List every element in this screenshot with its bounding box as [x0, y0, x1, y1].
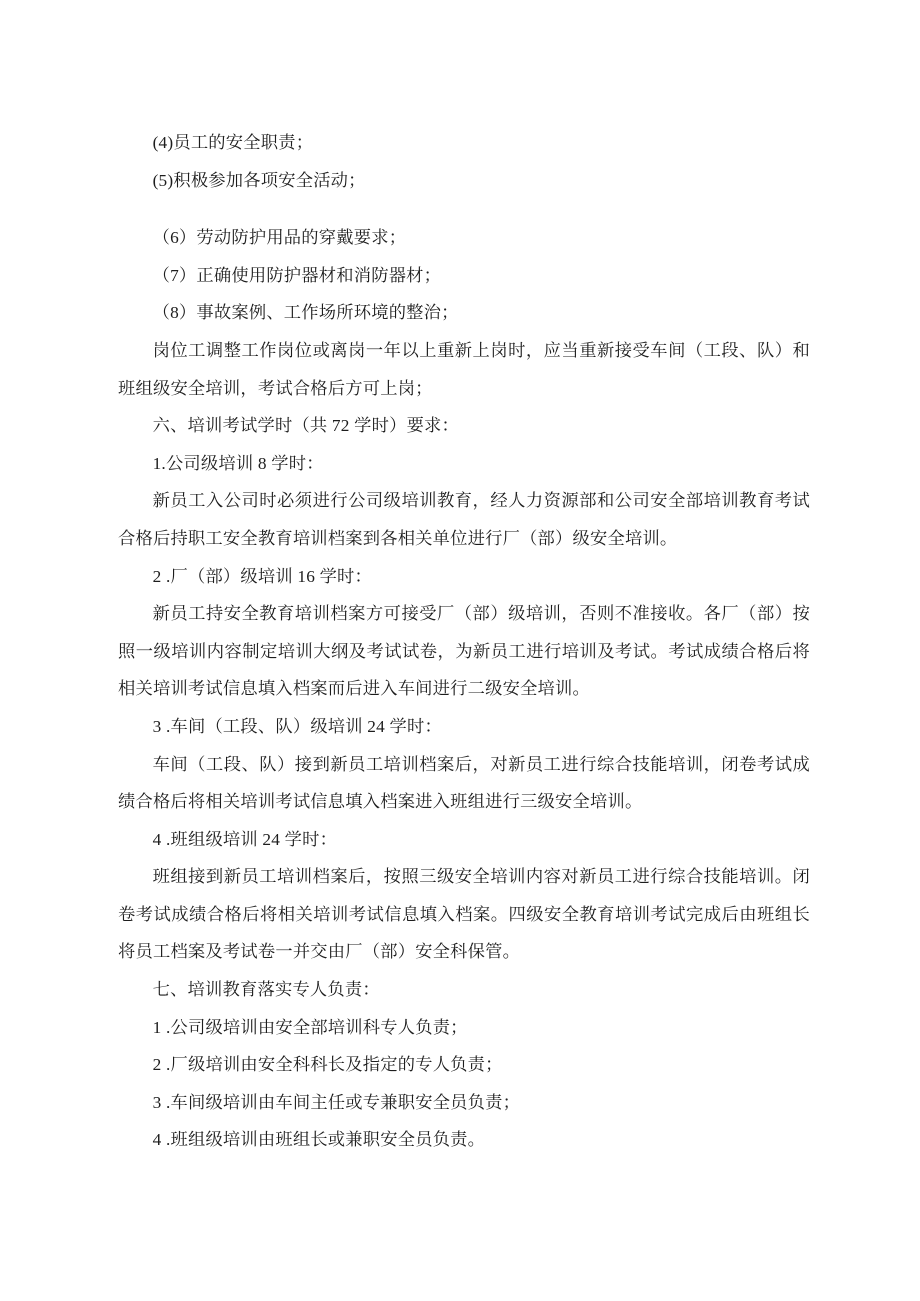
paragraph: (5)积极参加各项安全活动； — [152, 170, 366, 190]
paragraph: 2 .厂（部）级培训 16 学时： — [152, 566, 373, 586]
paragraph: 1.公司级培训 8 学时： — [152, 453, 324, 473]
paragraph: （8）事故案例、工作场所环境的整治； — [152, 303, 459, 323]
paragraph: 新员工入公司时必须进行公司级培训教育，经人力资源部和公司安全部培训教育考试合格后持职工安全教育培训档案到各相关单位进行厂（部）级安全培训。 — [118, 491, 810, 548]
paragraph: 车间（工段、队）接到新员工培训档案后，对新员工进行综合技能培训，闭卷考试成绩合格后将相关培训考试信息填入档案进入班组进行三级安全培训。 — [118, 754, 810, 812]
paragraph: 1 .公司级培训由安全部培训科专人负责； — [152, 1017, 468, 1037]
paragraph: 六、培训考试学时（共 72 学时）要求： — [152, 416, 460, 436]
paragraph: 4 .班组级培训由班组长或兼职安全员负责。 — [152, 1130, 486, 1150]
paragraph: （7）正确使用防护器材和消防器材； — [152, 265, 442, 285]
paragraph: 3 .车间级培训由车间主任或专兼职安全员负责； — [152, 1092, 521, 1112]
blank-line — [118, 199, 810, 219]
paragraph: 新员工持安全教育培训档案方可接受厂（部）级培训，否则不准接收。各厂（部）按照一级培训内容制定培训大纲及考试试卷，为新员工进行培训及考试。考试成绩合格后将相关培训考试信息填入档案而后进入车间进行二级安全培训。 — [118, 604, 810, 699]
paragraph: 4 .班组级培训 24 学时： — [152, 829, 338, 849]
paragraph: (4)员工的安全职责； — [152, 133, 314, 152]
paragraph: 班组接到新员工培训档案后，按照三级安全培训内容对新员工进行综合技能培训。闭卷考试成绩合格后将相关培训考试信息填入档案。四级安全教育培训考试完成后由班组长将员工档案及考试卷一并交由厂（部）安全科保管。 — [118, 867, 810, 962]
paragraph: 七、培训教育落实专人负责： — [152, 980, 380, 1000]
paragraph: 2 .厂级培训由安全科科长及指定的专人负责； — [152, 1055, 503, 1075]
document-body — [118, 124, 810, 1159]
paragraph: 3 .车间（工段、队）级培训 24 学时： — [152, 716, 442, 736]
paragraph: 岗位工调整工作岗位或离岗一年以上重新上岗时，应当重新接受车间（工段、队）和班组级安全培训，考试合格后方可上岗； — [118, 340, 810, 398]
paragraph: （6）劳动防护用品的穿戴要求； — [152, 228, 407, 248]
